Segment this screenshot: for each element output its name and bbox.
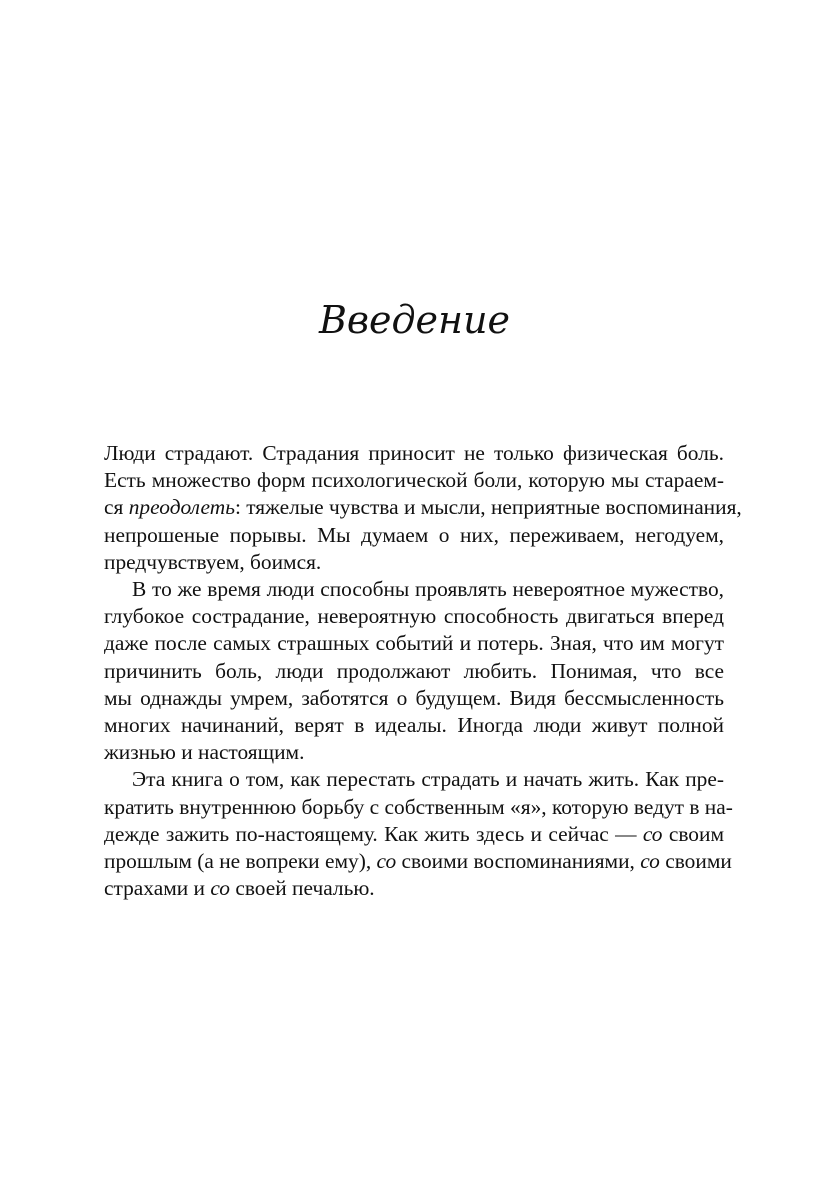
emphasis-text: преодолеть (128, 495, 235, 520)
text-line (104, 630, 724, 657)
text-line (104, 821, 724, 848)
text-line (104, 440, 724, 467)
text-line (104, 685, 724, 712)
emphasis-text: со (640, 849, 660, 874)
paragraph (104, 440, 742, 576)
text-line (104, 875, 724, 902)
emphasis-text: со (642, 821, 663, 846)
text-run: причинить боль, люди продолжают любить. Понимая, что все (104, 658, 724, 683)
text-run: ся (104, 495, 129, 520)
text-line (104, 522, 724, 549)
text-run: Есть множество форм психологической боли, которую мы стараем- (104, 468, 724, 493)
text-line (104, 794, 733, 821)
text-run: мы однажды умрем, заботятся о будущем. Видя бессмысленность (104, 685, 724, 710)
text-run: непрошеные порывы. Мы думаем о них, переживаем, негодуем, (104, 522, 724, 547)
text-run: своими (659, 849, 732, 874)
emphasis-text: со (210, 876, 230, 901)
text-run: глубокое сострадание, невероятную способность двигаться вперед (104, 604, 724, 629)
text-line (104, 848, 732, 875)
text-line (104, 494, 742, 521)
text-line (104, 549, 724, 576)
text-run: жизнью и настоящим. (104, 740, 305, 765)
emphasis-text: со (376, 849, 397, 874)
text-run: многих начинаний, верят в идеалы. Иногда люди живут полной (104, 713, 724, 738)
text-run: кратить внутреннюю борьбу с собственным «я», которую ведут в на- (104, 794, 733, 819)
text-run: своим (662, 821, 724, 846)
text-line (104, 712, 724, 739)
paragraph (104, 766, 733, 902)
chapter-title: Введение (318, 298, 511, 342)
text-run: дежде зажить по-настоящему. Как жить здесь и сейчас — (104, 821, 643, 846)
text-line (104, 658, 724, 685)
text-run: даже после самых страшных событий и потерь. Зная, что им могут (104, 631, 724, 656)
text-run: страхами и (104, 876, 211, 901)
text-line (104, 467, 724, 494)
paragraph (104, 576, 724, 766)
text-run: Люди страдают. Страдания приносит не только физическая боль. (104, 441, 724, 465)
text-run: прошлым (а не вопреки ему), (104, 849, 377, 874)
text-run: своими воспоминаниями, (396, 849, 641, 874)
text-run: : тяжелые чувства и мысли, неприятные воспоминания, (234, 495, 742, 520)
text-run: своей печалью. (230, 876, 375, 901)
body-text (104, 440, 742, 902)
text-line (104, 766, 724, 793)
text-line (104, 576, 724, 603)
text-line (104, 739, 724, 766)
text-run: предчувствуем, боимся. (104, 549, 322, 574)
text-line (104, 603, 724, 630)
text-run: В то же время люди способны проявлять невероятное мужество, (132, 577, 724, 602)
text-run: Эта книга о том, как перестать страдать и начать жить. Как пре- (132, 767, 724, 792)
